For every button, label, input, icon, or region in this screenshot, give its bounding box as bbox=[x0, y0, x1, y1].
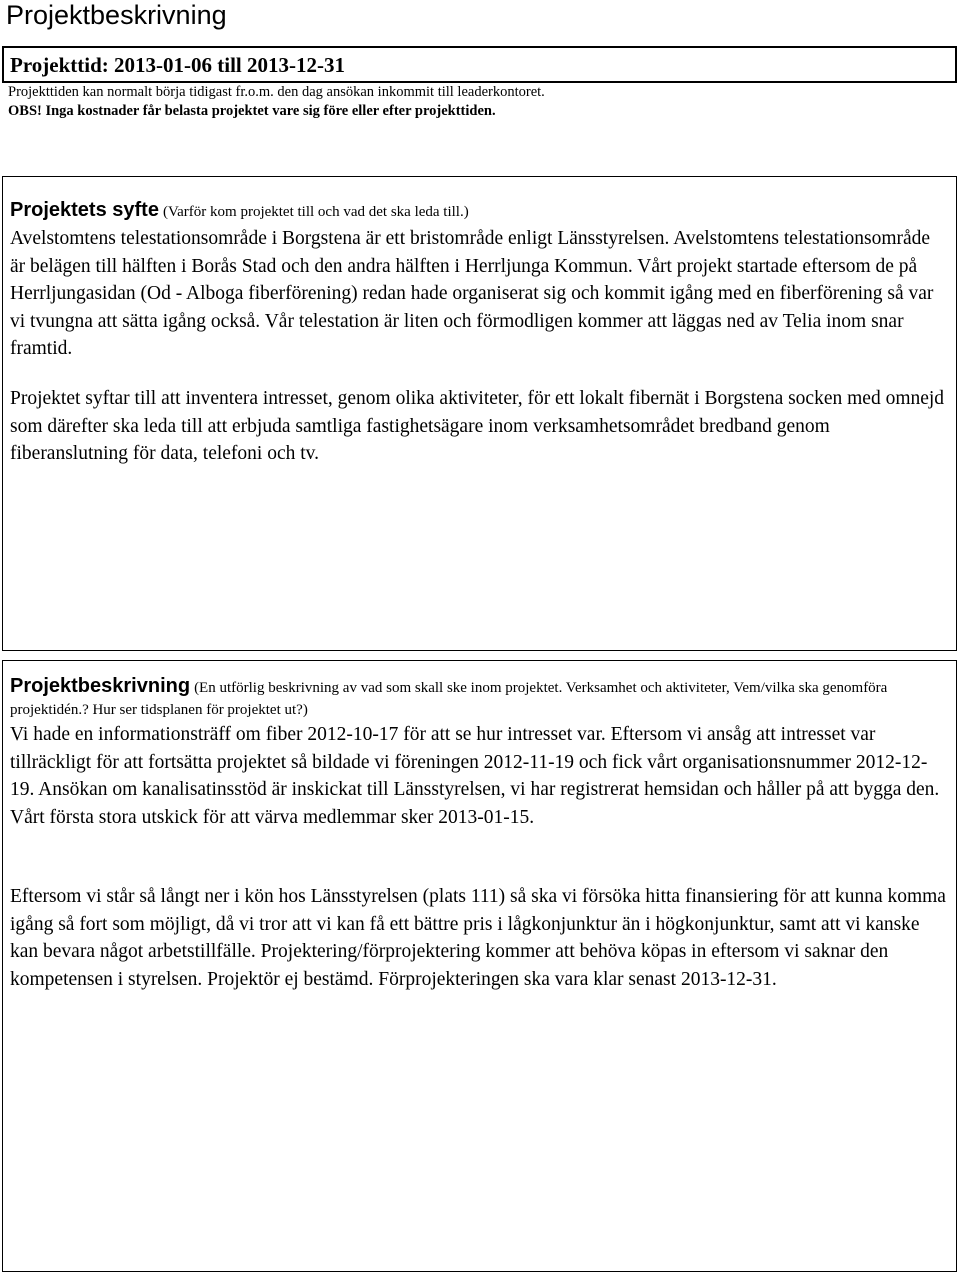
description-paragraph: Eftersom vi står så långt ner i kön hos Länsstyrelsen (plats 111) så ska vi försöka hitta finansiering för att kunna komma igång så fort som möjligt, då vi tror att vi kan få ett bättre pris i lågkonjunktur än i högkonjunktur, samt att vi kanske kan bevara något arbetstillfälle. Projektering/förprojektering kommer att behöva köpas in eftersom vi saknar den kompetensen i styrelsen. Projektör ej bestämd. Förprojekteringen ska vara klar senast 2013-12-31. bbox=[10, 886, 946, 990]
project-period-notes bbox=[8, 83, 545, 121]
page-title: Projektbeskrivning bbox=[6, 0, 227, 30]
description-paragraph: Vi hade en informationsträff om fiber 2012-10-17 för att se hur intresset var. Eftersom vi ansåg att intresset var tillräckligt för att fortsätta projektet så bildade vi föreningen 2012-11-19 och fick vårt organisationsnummer 2012-12-19. Ansökan om kanalisatinsstöd är inskickat till Länsstyrelsen, vi har registrerat hemsidan och håller på att bygga den. Vårt första stora utskick för att värva medlemmar sker 2013-01-15. bbox=[10, 724, 940, 828]
project-description-section bbox=[2, 660, 957, 1272]
project-period-heading: Projekttid: 2013-01-06 till 2013-12-31 bbox=[10, 53, 345, 77]
purpose-heading-line bbox=[10, 197, 469, 225]
description-heading: Projektbeskrivning bbox=[10, 675, 191, 697]
project-purpose-section bbox=[2, 176, 957, 651]
project-period-box bbox=[2, 46, 957, 83]
description-heading-line bbox=[10, 675, 945, 721]
project-period-warning: OBS! Inga kostnader får belasta projektet vare sig före eller efter projekttiden. bbox=[8, 103, 496, 119]
purpose-paragraph: Projektet syftar till att inventera intresset, genom olika aktiviteter, för ett lokalt fibernät i Borgstena socken med omnejd som därefter ska leda till att erbjuda samtliga fastighetsägare inom verksamhetsområdet bredband genom fiberanslutning för data, telefoni och tv. bbox=[10, 388, 945, 464]
purpose-heading: Projektets syfte bbox=[10, 199, 159, 221]
purpose-paragraph: Avelstomtens telestationsområde i Borgstena är ett bristområde enligt Länsstyrelsen. Avelstomtens telestationsområde är belägen till hälften i Borås Stad och den andra hälften i Herrljunga Kommun. Vårt projekt startade eftersom de på Herrljungasidan (Od - Alboga fiberförening) redan hade organiserat sig och kommit igång med en fiberförening så var vi tvungna att sätta igång också. Vår telestation är liten och förmodligen kommer att läggas ned av Telia inom snar framtid. bbox=[10, 228, 934, 359]
purpose-subheading: (Varför kom projektet till och vad det ska leda till.) bbox=[162, 204, 469, 220]
description-subheading: (En utförlig beskrivning av vad som skall ske inom projektet. Verksamhet och aktiviteter, Vem/vilka ska genomföra projektidén.? Hur ser tidsplanen för projektet ut?) bbox=[10, 680, 888, 718]
project-period-note: Projekttiden kan normalt börja tidigast fr.o.m. den dag ansökan inkommit till leaderkontoret. bbox=[8, 84, 545, 100]
